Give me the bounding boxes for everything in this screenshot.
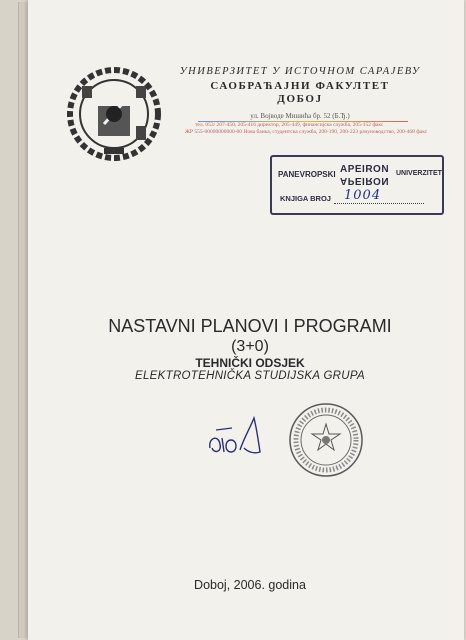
contact-line-2: ЖР 555-00000000000-00 Нова банка, студентска служба, 200-190, 200-223 рачуноводство, 200-468 факс — [185, 129, 428, 135]
stamp-left-text: PANEVROPSKI — [278, 170, 336, 179]
official-seal-icon — [286, 400, 366, 480]
faculty-city: ДОБОЈ — [277, 93, 323, 105]
faculty-logo-icon — [64, 64, 164, 164]
stamp-book-label: KNJIGA BROJ — [280, 194, 331, 203]
university-name: УНИВЕРЗИТЕТ У ИСТОЧНОМ САРАЈЕВУ — [179, 66, 421, 77]
faculty-address: ул. Војводе Мишића бр. 52 (Б.Ђ.) — [250, 112, 350, 120]
stamp-center-text-mirrored: APEIRON — [340, 175, 390, 186]
faculty-name: САОБРАЋАЈНИ ФАКУЛТЕТ — [210, 80, 390, 92]
document-title: NASTAVNI PLANOVI I PROGRAMI — [108, 316, 392, 336]
stamp-center-text: APEIRON — [340, 164, 390, 175]
library-stamp — [270, 155, 444, 215]
stamp-book-number: 1004 — [344, 188, 382, 203]
stamp-number-line — [334, 203, 424, 204]
signature-icon — [204, 408, 276, 464]
department-name: TEHNIČKI ODSJEK — [195, 356, 305, 370]
document-subtitle: (3+0) — [231, 338, 269, 355]
contact-line-1: тел. 053/ 207-450, 205-416 директор, 205-449, финансијска служба, 205-152 факс — [195, 122, 384, 128]
place-and-date: Doboj, 2006. godina — [194, 578, 306, 592]
stamp-right-text: UNIVERZITET — [396, 170, 442, 177]
study-group-name: ELEKTROTEHNIČKA STUDIJSKA GRUPA — [135, 370, 365, 382]
